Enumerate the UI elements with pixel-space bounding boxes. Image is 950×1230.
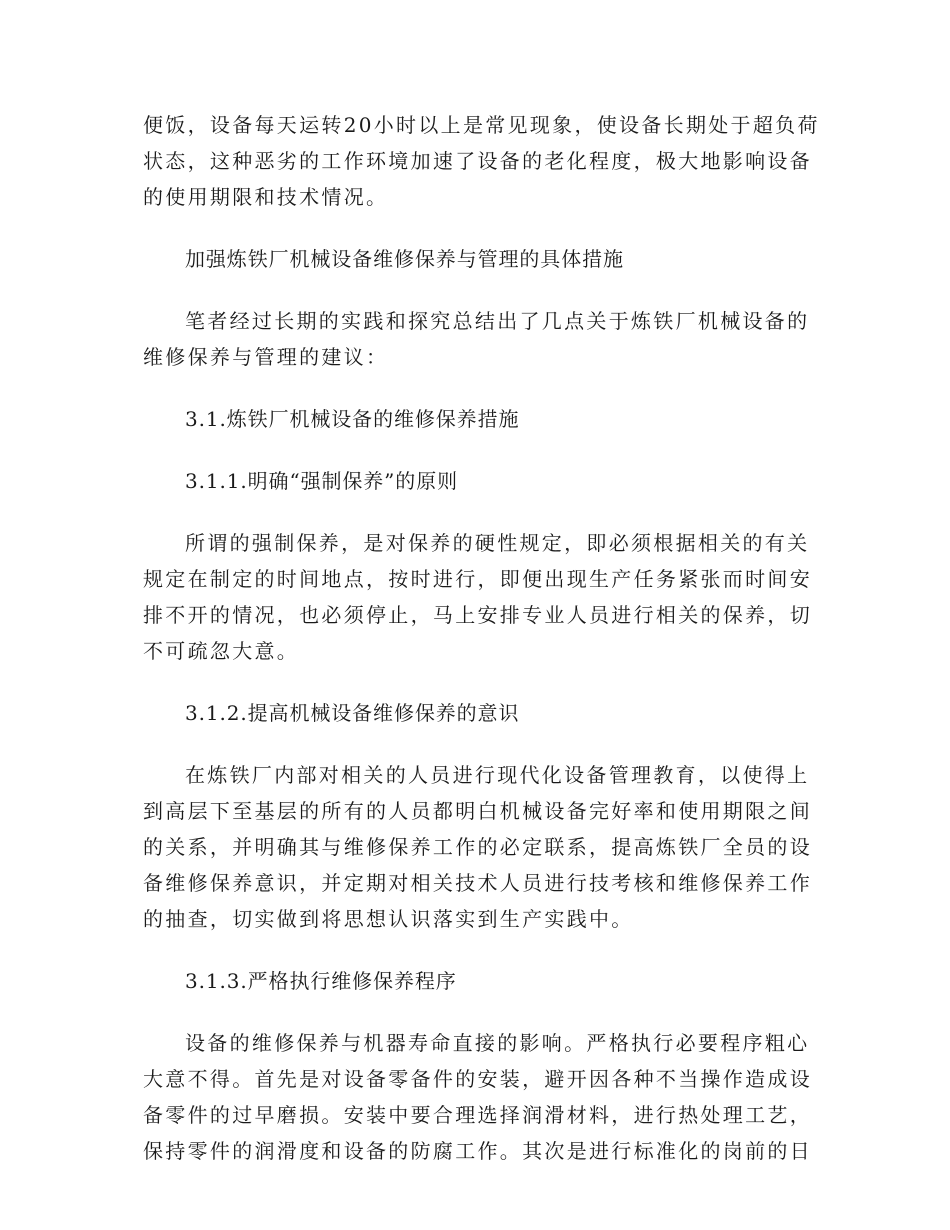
paragraph-line: 不可疏忽大意。 [143, 639, 300, 663]
paragraph [143, 757, 812, 937]
paragraph-line: 状态，这种恶劣的工作环境加速了设备的老化程度，极大地影响设备 [143, 149, 812, 173]
heading-text: 3.1.3.严格执行维修保养程序 [185, 969, 457, 993]
heading-text: 3.1.2.提高机械设备维修保养的意识 [185, 701, 520, 725]
heading-text: 3.1.1.明确“强制保养”的原则 [185, 469, 458, 493]
subsection-heading [143, 463, 805, 499]
paragraph-line: 设备的维修保养与机器寿命直接的影响。严格执行必要程序粗心 [185, 1031, 810, 1055]
paragraph-line: 排不开的情况，也必须停止，马上安排专业人员进行相关的保养，切 [143, 603, 812, 627]
heading-text: 3.1.炼铁厂机械设备的维修保养措施 [185, 407, 520, 431]
paragraph-line: 的关系，并明确其与维修保养工作的必定联系，提高炼铁厂全员的设 [143, 835, 812, 859]
paragraph-line: 的使用期限和技术情况。 [143, 185, 389, 209]
paragraph [143, 107, 820, 215]
subsection-heading [143, 963, 805, 999]
paragraph-line: 备维修保养意识，并定期对相关技术人员进行技考核和维修保养工作 [143, 871, 812, 895]
paragraph-line: 保持零件的润滑度和设备的防腐工作。其次是进行标准化的岗前的日 [143, 1139, 812, 1163]
paragraph-line: 维修保养与管理的建议： [143, 345, 389, 369]
paragraph-line: 在炼铁厂内部对相关的人员进行现代化设备管理教育，以使得上 [185, 763, 810, 787]
section-heading [143, 401, 805, 437]
paragraph-line: 备零件的过早磨损。安装中要合理选择润滑材料，进行热处理工艺， [143, 1103, 812, 1127]
paragraph-line: 便饭，设备每天运转20小时以上是常见现象，使设备长期处于超负荷 [143, 113, 820, 137]
paragraph [143, 1025, 812, 1169]
document-body [143, 107, 820, 1195]
paragraph-line: 到高层下至基层的所有的人员都明白机械设备完好率和使用期限之间 [143, 799, 812, 823]
heading-text: 加强炼铁厂机械设备维修保养与管理的具体措施 [185, 247, 624, 271]
paragraph-line: 所谓的强制保养，是对保养的硬性规定，即必须根据相关的有关 [185, 531, 810, 555]
paragraph-line: 笔者经过长期的实践和探究总结出了几点关于炼铁厂机械设备的 [185, 309, 810, 333]
paragraph-line: 的抽查，切实做到将思想认识落实到生产实践中。 [143, 907, 634, 931]
paragraph-line: 规定在制定的时间地点，按时进行，即便出现生产任务紧张而时间安 [143, 567, 812, 591]
paragraph [143, 303, 810, 375]
subsection-heading [143, 695, 805, 731]
paragraph-line: 大意不得。首先是对设备零备件的安装，避开因各种不当操作造成设 [143, 1067, 812, 1091]
paragraph [143, 525, 812, 669]
section-heading [143, 241, 805, 277]
